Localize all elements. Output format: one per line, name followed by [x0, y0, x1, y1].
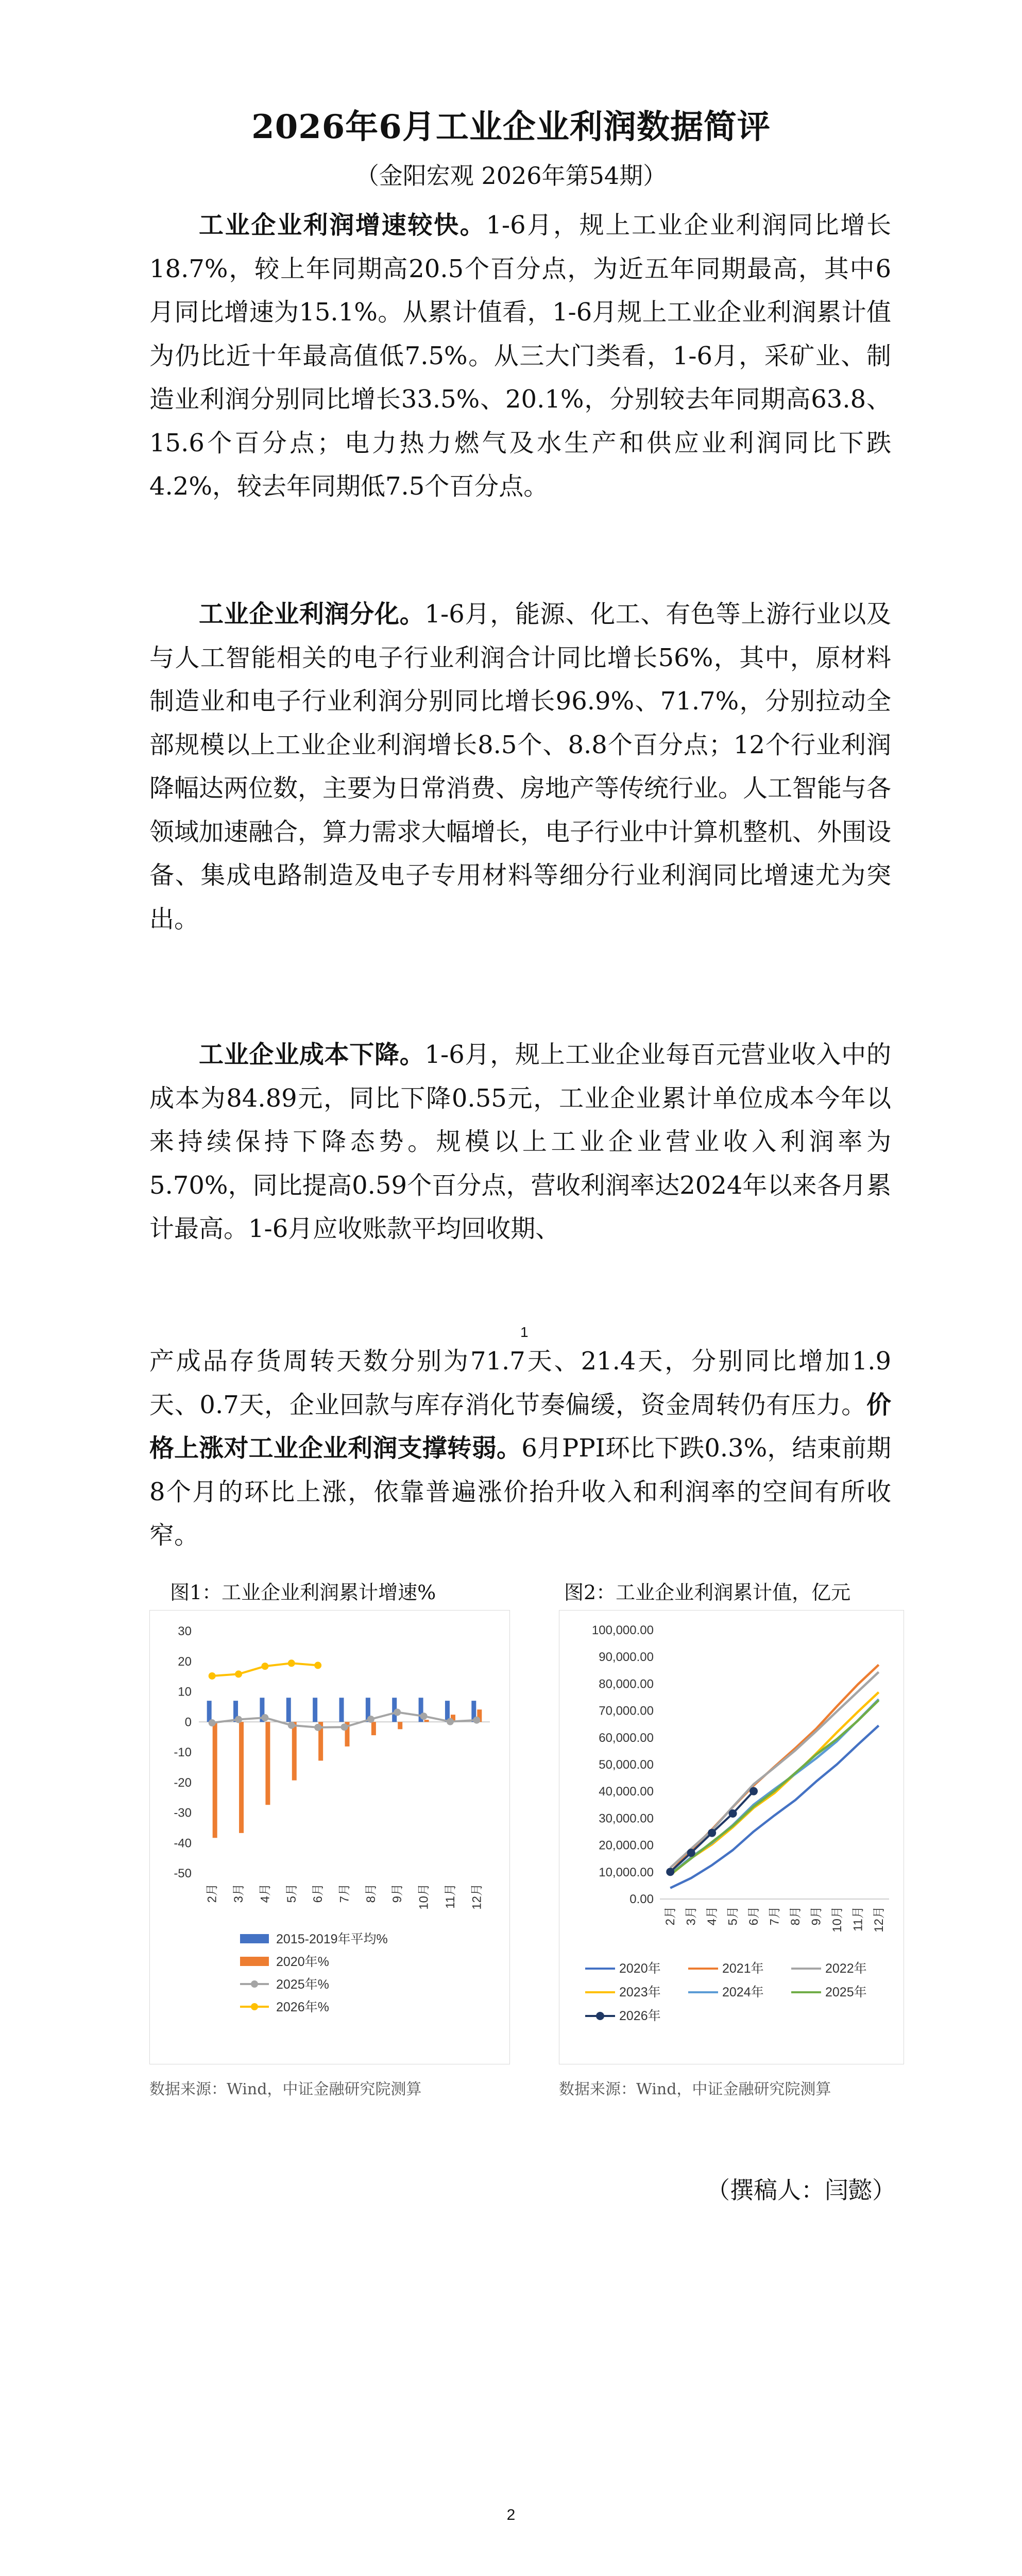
profit-growth-chart: [150, 1611, 509, 2064]
series-point: [447, 1718, 454, 1725]
series-point: [473, 1717, 480, 1724]
series-point: [394, 1708, 401, 1716]
y-tick-label: 10,000.00: [599, 1865, 654, 1879]
paragraph-heading: 工业企业成本下降。: [199, 1040, 425, 1069]
y-tick-label: 40,000.00: [599, 1785, 654, 1799]
figure2-source: 数据来源：Wind，中证金融研究院测算: [559, 2080, 831, 2098]
series-line: [670, 1700, 879, 1874]
x-tick-label: 10月: [830, 1906, 844, 1933]
figure2-chart: [559, 1610, 904, 2064]
y-tick-label: 70,000.00: [599, 1704, 654, 1718]
x-tick-label: 2月: [205, 1884, 219, 1903]
series-point: [341, 1723, 348, 1731]
x-tick-label: 2月: [663, 1906, 678, 1926]
y-tick-label: 90,000.00: [599, 1650, 654, 1665]
y-tick-label: 50,000.00: [599, 1758, 654, 1772]
legend-entry: 2026年%: [276, 2000, 329, 2014]
y-tick-label: 30: [178, 1624, 192, 1638]
legend-entry: 2020年: [619, 1961, 661, 1976]
series-point: [367, 1716, 374, 1723]
figure1-chart: [149, 1610, 510, 2064]
x-tick-label: 7月: [768, 1906, 782, 1926]
figure2-caption: 图2：工业企业利润累计值，亿元: [564, 1581, 851, 1604]
y-tick-label: -40: [174, 1836, 192, 1851]
x-tick-label: 10月: [417, 1884, 431, 1910]
bar-mark: [239, 1722, 244, 1833]
x-tick-label: 4月: [705, 1906, 720, 1926]
x-tick-label: 3月: [684, 1906, 699, 1926]
x-tick-label: 6月: [747, 1906, 761, 1926]
legend-marker: [596, 2012, 604, 2020]
legend-entry: 2023年: [619, 1985, 661, 1999]
paragraph-profit-divergence: [149, 592, 891, 941]
series-point: [708, 1829, 716, 1837]
paragraph-body: 6月PPI环比下跌0.3%，结束前期8个月的环比上涨，依靠普遍涨价抬升收入和利润率的空间有所收窄。: [149, 1434, 891, 1550]
series-point: [235, 1716, 242, 1723]
x-tick-label: 11月: [443, 1884, 457, 1909]
legend-entry: 2015-2019年平均%: [276, 1932, 388, 1946]
y-tick-label: -50: [174, 1867, 192, 1880]
series-line: [670, 1692, 879, 1875]
bar-mark: [371, 1722, 376, 1735]
series-point: [261, 1714, 268, 1721]
paragraph-body: 1-6月，能源、化工、有色等上游行业以及与人工智能相关的电子行业利润合计同比增长56%，其中，原材料制造业和电子行业利润分别同比增长96.9%、71.7%，分别拉动全部规模以上工业企业利润增长8.5个、8.8个百分点；12个行业利润降幅达两位数，主要为日常消费、房地产等传统行业。人工智能与各领域加速融合，算力需求大幅增长，电子行业中计算机整机、外围设备、集成电路制造及电子专用材料等细分行业利润同比增速尤为突出。: [149, 600, 892, 934]
series-point: [666, 1868, 674, 1876]
document-title: 2026年6月工业企业利润数据简评: [251, 108, 771, 146]
y-tick-label: 10: [178, 1685, 192, 1699]
legend-entry: 2024年: [722, 1985, 764, 1999]
legend-swatch: [240, 1957, 269, 1966]
legend-entry: 2022年: [825, 1961, 867, 1976]
paragraph-body: 1-6月，规上工业企业每百元营业收入中的成本为84.89元，同比下降0.55元，工业企业累计单位成本今年以来持续保持下降态势。规模以上工业企业营业收入利润率为5.70%，同比提高0.59个百分点，营收利润率达2024年以来各月累计最高。1-6月应收账款平均回收期、: [149, 1040, 891, 1243]
series-point: [314, 1724, 321, 1731]
paragraph-price-support: [149, 1340, 891, 1557]
legend-swatch: [240, 1934, 269, 1943]
page-marker: 1: [520, 1324, 529, 1340]
x-tick-label: 12月: [470, 1884, 484, 1910]
series-line: [670, 1725, 879, 1888]
series-point: [729, 1809, 737, 1818]
page-number: 2: [506, 2506, 516, 2523]
legend-marker: [251, 2003, 258, 2010]
paragraph-heading: 工业企业利润增速较快。: [199, 211, 486, 240]
x-tick-label: 11月: [851, 1906, 865, 1931]
series-point: [288, 1659, 295, 1667]
series-point: [209, 1672, 216, 1680]
series-point: [261, 1663, 268, 1670]
x-tick-label: 8月: [788, 1906, 803, 1926]
series-point: [235, 1670, 242, 1677]
y-tick-label: -10: [174, 1745, 192, 1759]
bar-mark: [313, 1698, 317, 1722]
x-tick-label: 3月: [232, 1884, 246, 1903]
paragraph-body: 1-6月，规上工业企业利润同比增长18.7%，较上年同期高20.5个百分点，为近五年同期最高，其中6月同比增速为15.1%。从累计值看，1-6月规上工业企业利润累计值为仍比近十年最高值低7.5%。从三大门类看，1-6月，采矿业、制造业利润分别同比增长33.5%、20.1%，分别较去年同期高63.8、15.6个百分点；电力热力燃气及水生产和供应业利润同比下跌4.2%，较去年同期低7.5个百分点。: [149, 211, 891, 501]
paragraph-body: 产成品存货周转天数分别为71.7天、21.4天，分别同比增加1.9天、0.7天，企业回款与库存消化节奏偏缓，资金周转仍有压力。: [149, 1347, 891, 1419]
x-tick-label: 4月: [258, 1884, 272, 1903]
y-tick-label: 20: [178, 1654, 192, 1669]
bar-mark: [424, 1720, 429, 1722]
bar-mark: [207, 1701, 212, 1722]
series-point: [750, 1787, 758, 1795]
document-subtitle: （金阳宏观 2026年第54期）: [355, 162, 667, 190]
x-tick-label: 5月: [284, 1884, 299, 1903]
paragraph-heading: 价格上涨对工业企业利润支撑转弱。: [149, 1390, 891, 1463]
bar-mark: [286, 1698, 291, 1722]
y-tick-label: -20: [174, 1775, 192, 1790]
x-tick-label: 9月: [390, 1884, 405, 1903]
y-tick-label: -30: [174, 1806, 192, 1820]
paragraph-cost-decline: [149, 1033, 891, 1251]
bar-mark: [339, 1698, 344, 1722]
bar-mark: [265, 1722, 270, 1805]
y-tick-label: 30,000.00: [599, 1811, 654, 1826]
bar-mark: [398, 1722, 402, 1729]
bar-mark: [292, 1722, 297, 1780]
x-tick-label: 5月: [726, 1906, 740, 1926]
legend-entry: 2026年: [619, 2009, 661, 2023]
series-line: [670, 1699, 879, 1874]
y-tick-label: 20,000.00: [599, 1838, 654, 1853]
y-tick-label: 0.00: [629, 1892, 654, 1906]
series-point: [420, 1713, 428, 1720]
legend-entry: 2025年%: [276, 1977, 329, 1992]
author-credit: （撰稿人：闫懿）: [706, 2176, 896, 2204]
profit-cumulative-chart: [559, 1611, 904, 2064]
bar-mark: [213, 1722, 217, 1838]
series-line: [670, 1672, 879, 1868]
x-tick-label: 12月: [872, 1906, 886, 1933]
x-tick-label: 9月: [809, 1906, 824, 1926]
legend-entry: 2025年: [825, 1985, 867, 1999]
series-point: [687, 1849, 695, 1857]
series-point: [288, 1722, 295, 1729]
y-tick-label: 60,000.00: [599, 1731, 654, 1745]
legend-marker: [251, 1980, 258, 1988]
series-point: [314, 1662, 321, 1669]
x-tick-label: 6月: [311, 1884, 326, 1903]
x-tick-label: 8月: [364, 1884, 378, 1903]
y-tick-label: 80,000.00: [599, 1677, 654, 1691]
x-tick-label: 7月: [337, 1884, 352, 1903]
figure1-source: 数据来源：Wind，中证金融研究院测算: [149, 2080, 422, 2098]
y-tick-label: 100,000.00: [591, 1623, 654, 1637]
figure1-caption: 图1：工业企业利润累计增速%: [170, 1581, 436, 1604]
legend-entry: 2021年: [722, 1961, 764, 1976]
paragraph-profit-growth: [149, 204, 891, 509]
series-point: [209, 1719, 216, 1726]
paragraph-heading: 工业企业利润分化。: [199, 600, 425, 629]
legend-entry: 2020年%: [276, 1955, 329, 1969]
y-tick-label: 0: [184, 1715, 192, 1730]
